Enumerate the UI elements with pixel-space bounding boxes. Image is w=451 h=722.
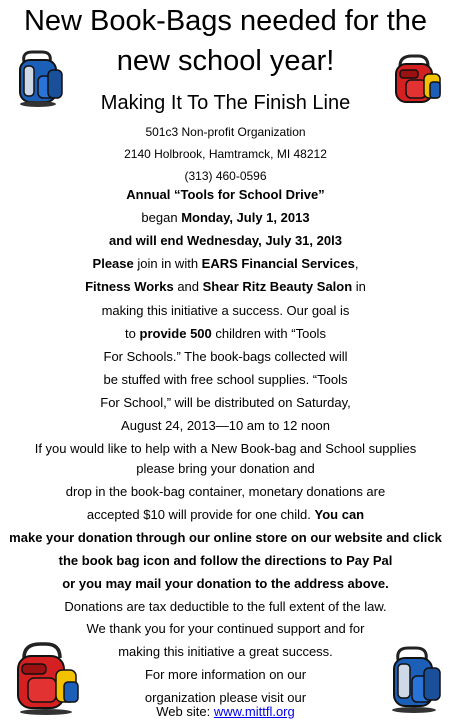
headline-line-2: new school year! (116, 45, 335, 77)
tax-deductible-note: Donations are tax deductible to the full extent of the law. (64, 599, 387, 614)
help-line-5: make your donation through our online store on our website and click (9, 530, 442, 545)
info-line-2: organization please visit our (144, 690, 307, 705)
website-line (0, 703, 451, 721)
goal-line-6: August 24, 2013—10 am to 12 noon (121, 418, 330, 433)
help-line-2: please bring your donation and (136, 461, 315, 476)
please-word: Please (92, 256, 134, 271)
subheadline: Making It To The Finish Line (100, 92, 351, 114)
help-line-1: If you would like to help with a New Book-bag and School supplies (34, 441, 417, 456)
sponsor-ears: EARS Financial Services (201, 256, 355, 271)
drive-begin (0, 209, 451, 227)
sponsor-and: and (173, 279, 203, 294)
thanks-line-2: making this initiative a great success. (118, 644, 333, 659)
headline-line-1: New Book-Bags needed for the (23, 5, 428, 37)
goal-line-2 (0, 325, 451, 343)
goal-count: provide 500 (139, 326, 212, 341)
sponsor-shear-ritz: Shear Ritz Beauty Salon (202, 279, 353, 294)
thanks-line-1: We thank you for your continued support and for (86, 621, 365, 636)
goal-line-3: For Schools.” The book-bags collected will (103, 349, 348, 364)
website-link[interactable]: www.mittfl.org (213, 704, 295, 719)
donation-amount-text: accepted $10 will provide for one child. (86, 507, 315, 522)
you-can-text: You can (314, 507, 365, 522)
website-label: Web site: (156, 704, 214, 719)
join-text: join in with (133, 256, 202, 271)
sponsor-comma: , (354, 256, 359, 271)
help-line-7: or you may mail your donation to the address above. (62, 576, 389, 591)
sponsors-line-2 (0, 278, 451, 296)
sponsors-line-1 (0, 255, 451, 273)
drive-begin-date: Monday, July 1, 2013 (181, 210, 310, 225)
org-address: 2140 Holbrook, Hamtramck, MI 48212 (124, 147, 327, 161)
goal-prefix: to (125, 326, 140, 341)
goal-line-1: making this initiative a success. Our goal is (101, 303, 350, 318)
help-line-4 (0, 506, 451, 524)
help-line-3: drop in the book-bag container, monetary donations are (65, 484, 386, 499)
org-phone: (313) 460-0596 (184, 169, 267, 183)
sponsor-fitness-works: Fitness Works (85, 279, 174, 294)
info-line-1: For more information on our (144, 667, 307, 682)
drive-end: and will end Wednesday, July 31, 20l3 (109, 233, 342, 248)
sponsor-in: in (352, 279, 366, 294)
drive-begin-prefix: began (141, 210, 182, 225)
org-type: 501c3 Non-profit Organization (145, 125, 306, 139)
goal-suffix: children with “Tools (211, 326, 326, 341)
goal-line-4: be stuffed with free school supplies. “Tools (103, 372, 348, 387)
goal-line-5: For School,” will be distributed on Saturday, (100, 395, 351, 410)
drive-title: Annual “Tools for School Drive” (126, 187, 325, 202)
help-line-6: the book bag icon and follow the directions to Pay Pal (58, 553, 393, 568)
